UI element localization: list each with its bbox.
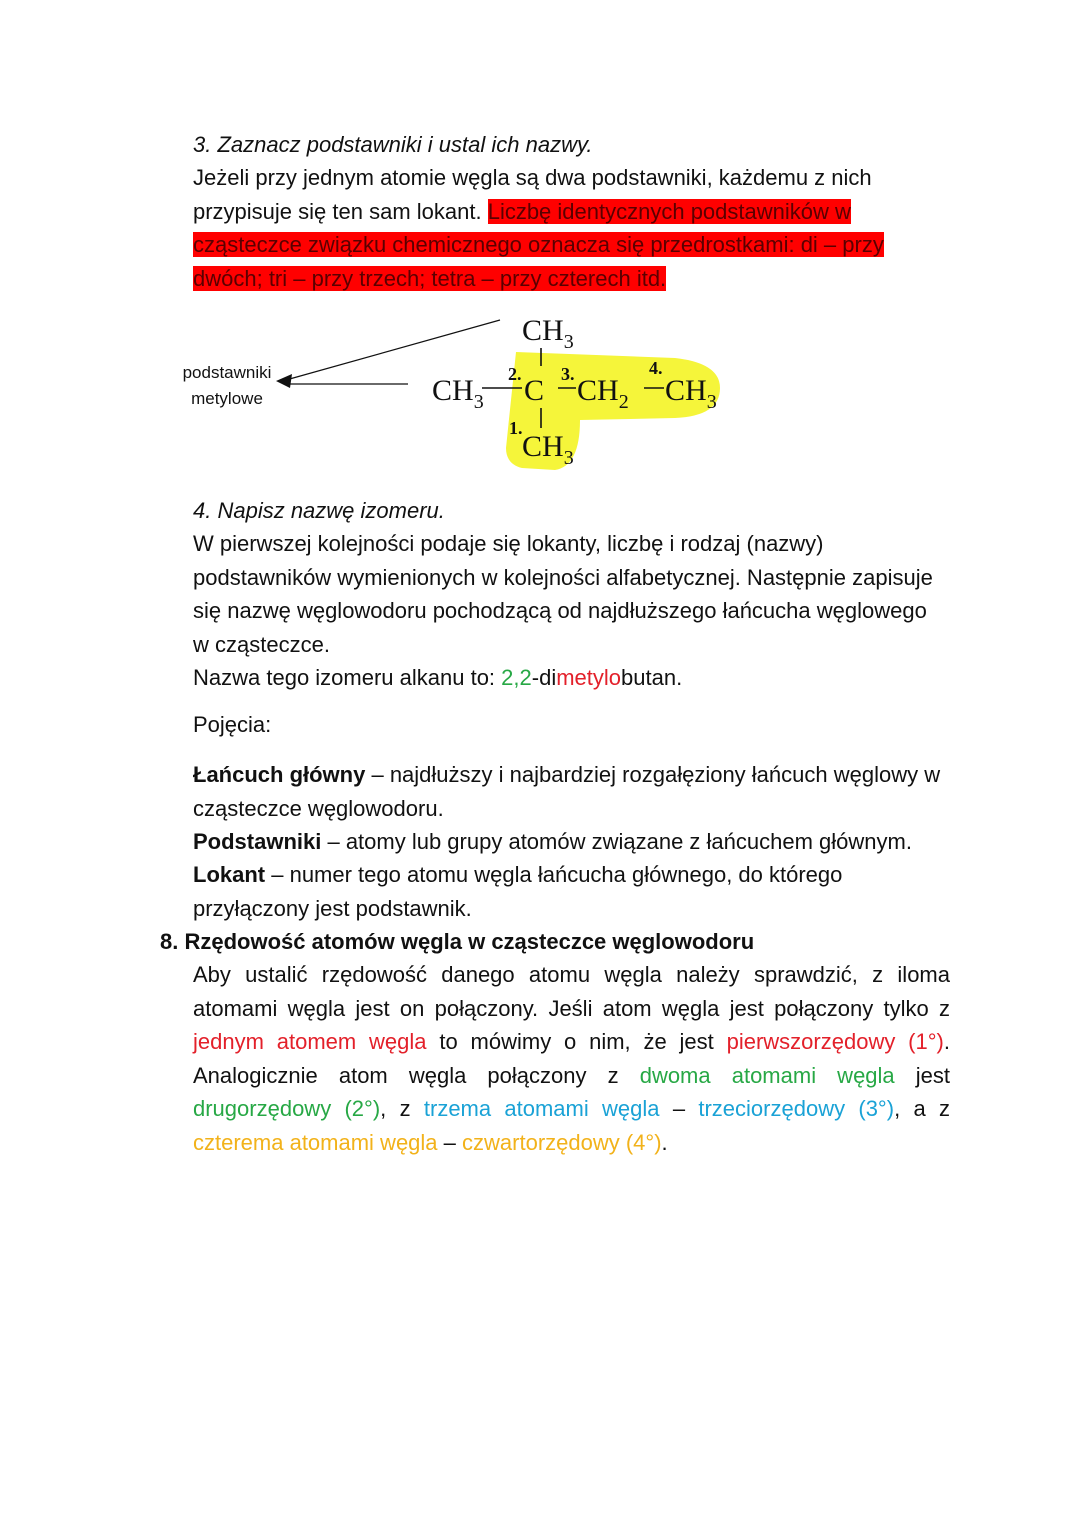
molecule-diagram — [160, 308, 760, 478]
s8-orange-2: czwartorzędowy (4°) — [462, 1129, 662, 1155]
top-ch3: $CH_3$ — [522, 314, 574, 353]
s8-text: Aby ustalić rzędowość danego atomu węgla należy sprawdzić, z iloma atomami węgla jest on połączony. Jeśli atom węgla jest połączony tylko z — [193, 962, 950, 1021]
locant-3: 3. — [561, 364, 575, 384]
s8-green-2: drugorzędowy (2°) — [193, 1096, 381, 1121]
locant-4: 4. — [649, 358, 663, 378]
s8-text: – — [659, 1096, 699, 1121]
section8-heading — [160, 925, 754, 959]
s8-blue-1: trzema atomami węgla — [423, 1096, 660, 1121]
step3-text-plain: Jeżeli przy jednym atomie węgla są dwa podstawniki, każdemu z nich przypisuje się ten sam lokant. — [193, 165, 872, 224]
s8-text: jest — [894, 1062, 951, 1088]
isomer-name-prefix: Nazwa tego izomeru alkanu to: — [193, 665, 502, 690]
left-ch3: $CH_3$ — [432, 374, 484, 413]
bottom-ch3: $CH_3$ — [522, 430, 574, 469]
step3-text-highlight: Liczbę identycznych podstawników w cząsteczce związku chemicznego oznacza się przedrostkami: di – przy dwóch; tri – przy trzech; tetra – przy czterech itd. — [193, 198, 884, 291]
step4-title: 4. Napisz nazwę izomeru. — [193, 498, 445, 523]
ch2-group: $CH_2$ — [577, 374, 629, 413]
quaternary-carbon: C — [524, 374, 545, 407]
substituent-label-line2: metylowe — [191, 389, 263, 408]
step3-title: 3. Zaznacz podstawniki i ustal ich nazwy. — [193, 132, 593, 157]
s8-text: . — [661, 1129, 668, 1155]
concept-term: Podstawniki — [193, 829, 322, 854]
step3-text — [193, 161, 913, 295]
concept-term: Łańcuch główny — [193, 762, 366, 787]
concept-main-chain — [193, 758, 953, 825]
s8-text: , a z — [894, 1096, 950, 1121]
s8-blue-2: trzeciorzędowy (3°) — [698, 1096, 895, 1121]
section8-body — [193, 958, 950, 1159]
isomer-name-di: -di — [531, 665, 557, 690]
locant-2: 2. — [508, 364, 522, 384]
s8-green-1: dwoma atomami węgla — [639, 1062, 895, 1088]
substituent-label-line1: podstawniki — [182, 363, 272, 382]
isomer-name-line — [193, 661, 682, 695]
step4-text: W pierwszej kolejności podaje się lokanty, liczbę i rodzaj (nazwy) podstawników wymienionych w kolejności alfabetycznej. Następnie zapisuje się nazwę węglowodoru pochodzącą od najdłuższego łańcucha węglowego w cząsteczce. — [193, 531, 933, 657]
concept-locant — [193, 858, 913, 925]
s8-text: – — [437, 1129, 463, 1155]
isomer-name-substituent: metylo — [556, 665, 622, 690]
s8-text: , z — [380, 1096, 424, 1121]
concept-substituents — [193, 825, 973, 859]
concept-term: Lokant — [193, 862, 266, 887]
s8-text: . Analogicznie atom węgla połączony z — [193, 1029, 950, 1088]
locant-1: 1. — [509, 418, 523, 438]
concept-def: – atomy lub grupy atomów związane z łańcuchem głównym. — [321, 829, 912, 854]
s8-red-1: jednym atomem węgla — [193, 1029, 427, 1054]
section8-number: 8. — [160, 929, 179, 954]
arrowhead — [276, 374, 292, 388]
concept-def: – najdłuższy i najbardziej rozgałęziony łańcuch węglowy w cząsteczce węglowodoru. — [193, 762, 941, 821]
s8-text: to mówimy o nim, że jest — [426, 1029, 727, 1054]
right-ch3: $CH_3$ — [665, 374, 717, 413]
section8-title: Rzędowość atomów węgla w cząsteczce węglowodoru — [184, 929, 755, 954]
concept-def: – numer tego atomu węgla łańcucha głównego, do którego przyłączony jest podstawnik. — [193, 862, 843, 921]
s8-red-2: pierwszorzędowy (1°) — [726, 1029, 944, 1054]
isomer-name-base: butan. — [621, 665, 683, 690]
arrow-line-upper — [286, 320, 500, 380]
s8-orange-1: czterema atomami węgla — [193, 1129, 438, 1155]
concepts-heading: Pojęcia: — [193, 712, 272, 737]
isomer-name-locants: 2,2 — [501, 665, 532, 690]
